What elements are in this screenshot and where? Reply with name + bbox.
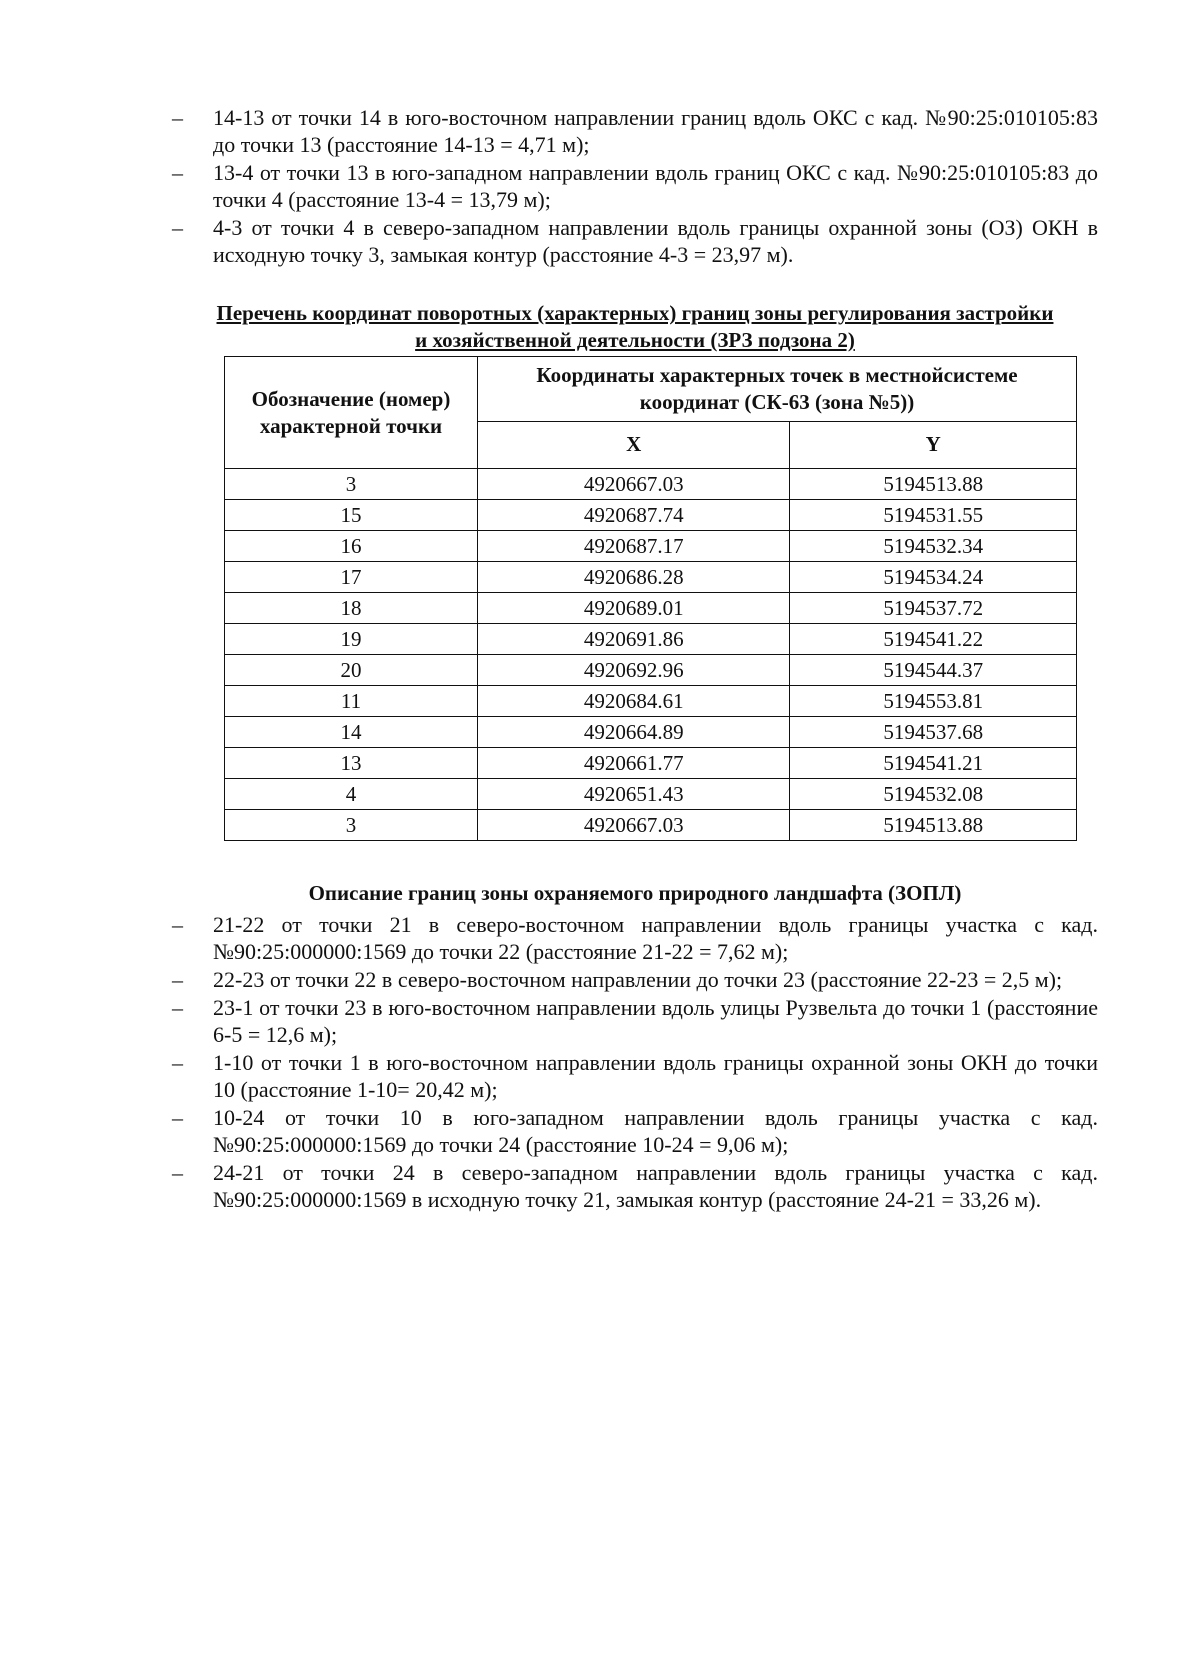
list-item [172, 214, 1098, 268]
list-item-text: 4-3 от точки 4 в северо-западном направлении вдоль границы охранной зоны (ОЗ) ОКН в исходную точку 3, замыкая контур (расстояние 4-3 = 23,97 м). [213, 215, 1098, 267]
x-header: X [478, 421, 790, 468]
boundary-description-list [172, 104, 1098, 268]
dash-marker: – [172, 912, 183, 937]
y-cell: 5194541.21 [790, 748, 1077, 779]
list-item-text: 22-23 от точки 22 в северо-восточном направлении до точки 23 (расстояние 22-23 = 2,5 м); [213, 967, 1063, 992]
table-row [225, 655, 1077, 686]
table-row [225, 500, 1077, 531]
x-cell: 4920667.03 [478, 810, 790, 841]
list-item-text: 10-24 от точки 10 в юго-западном направлении вдоль границы участка с кад. №90:25:000000:1569 до точки 24 (расстояние 10-24 = 9,06 м); [213, 1105, 1098, 1157]
y-cell: 5194513.88 [790, 469, 1077, 500]
point-number-cell: 20 [225, 655, 478, 686]
y-cell: 5194537.68 [790, 717, 1077, 748]
table-title-line: Перечень координат поворотных (характерных) границ зоны регулирования застройки [216, 301, 1054, 325]
list-item-text: 1-10 от точки 1 в юго-восточном направлении вдоль границы охранной зоны ОКН до точки 10 (расстояние 1-10= 20,42 м); [213, 1050, 1098, 1102]
point-number-cell: 17 [225, 562, 478, 593]
y-cell: 5194513.88 [790, 810, 1077, 841]
x-cell: 4920686.28 [478, 562, 790, 593]
y-cell: 5194531.55 [790, 500, 1077, 531]
dash-marker: – [172, 1050, 183, 1075]
list-item [172, 1049, 1098, 1103]
y-cell: 5194532.34 [790, 531, 1077, 562]
list-item [172, 1104, 1098, 1158]
table-row [225, 748, 1077, 779]
x-cell: 4920692.96 [478, 655, 790, 686]
point-number-cell: 18 [225, 593, 478, 624]
coordinates-table [224, 356, 1077, 841]
y-header: Y [790, 421, 1077, 468]
table-row [225, 810, 1077, 841]
dash-marker: – [172, 105, 183, 130]
list-item-text: 24-21 от точки 24 в северо-западном направлении вдоль границы участка с кад. №90:25:000000:1569 в исходную точку 21, замыкая контур (расстояние 24-21 = 33,26 м). [213, 1160, 1098, 1212]
x-cell: 4920691.86 [478, 624, 790, 655]
y-cell: 5194553.81 [790, 686, 1077, 717]
table-row [225, 717, 1077, 748]
x-cell: 4920664.89 [478, 717, 790, 748]
x-cell: 4920687.74 [478, 500, 790, 531]
table-title-line: и хозяйственной деятельности (ЗРЗ подзона 2) [415, 328, 855, 352]
x-cell: 4920684.61 [478, 686, 790, 717]
y-cell: 5194544.37 [790, 655, 1077, 686]
dash-marker: – [172, 967, 183, 992]
list-item [172, 1159, 1098, 1213]
x-cell: 4920689.01 [478, 593, 790, 624]
point-number-cell: 11 [225, 686, 478, 717]
list-item [172, 911, 1098, 965]
dash-marker: – [172, 995, 183, 1020]
list-item [172, 159, 1098, 213]
dash-marker: – [172, 160, 183, 185]
point-number-cell: 14 [225, 717, 478, 748]
point-number-cell: 15 [225, 500, 478, 531]
table-row [225, 624, 1077, 655]
x-cell: 4920687.17 [478, 531, 790, 562]
table-header-row [225, 357, 1077, 422]
table-row [225, 469, 1077, 500]
y-cell: 5194541.22 [790, 624, 1077, 655]
table-row [225, 686, 1077, 717]
coordinates-table-title [172, 300, 1098, 354]
point-number-cell: 4 [225, 779, 478, 810]
point-number-cell: 16 [225, 531, 478, 562]
dash-marker: – [172, 1160, 183, 1185]
table-row [225, 531, 1077, 562]
list-item [172, 104, 1098, 158]
point-number-cell: 3 [225, 810, 478, 841]
zopl-boundary-list [172, 911, 1098, 1213]
zopl-section-title: Описание границ зоны охраняемого природного ландшафта (ЗОПЛ) [308, 881, 962, 905]
table-row [225, 593, 1077, 624]
list-item-text: 13-4 от точки 13 в юго-западном направлении вдоль границ ОКС с кад. №90:25:010105:83 до точки 4 (расстояние 13-4 = 13,79 м); [213, 160, 1098, 212]
dash-marker: – [172, 215, 183, 240]
list-item-text: 23-1 от точки 23 в юго-восточном направлении вдоль улицы Рузвельта до точки 1 (расстояние 6-5 = 12,6 м); [213, 995, 1098, 1047]
point-number-cell: 19 [225, 624, 478, 655]
table-row [225, 562, 1077, 593]
x-cell: 4920651.43 [478, 779, 790, 810]
y-cell: 5194532.08 [790, 779, 1077, 810]
coords-group-header: Координаты характерных точек в местнойсистеме координат (СК-63 (зона №5)) [478, 357, 1077, 422]
list-item-text: 21-22 от точки 21 в северо-восточном направлении вдоль границы участка с кад. №90:25:000000:1569 до точки 22 (расстояние 21-22 = 7,62 м); [213, 912, 1098, 964]
x-cell: 4920667.03 [478, 469, 790, 500]
y-cell: 5194534.24 [790, 562, 1077, 593]
dash-marker: – [172, 1105, 183, 1130]
list-item [172, 966, 1098, 993]
point-number-cell: 13 [225, 748, 478, 779]
point-number-cell: 3 [225, 469, 478, 500]
y-cell: 5194537.72 [790, 593, 1077, 624]
point-number-header: Обозначение (номер) характерной точки [225, 357, 478, 469]
x-cell: 4920661.77 [478, 748, 790, 779]
list-item-text: 14-13 от точки 14 в юго-восточном направлении границ вдоль ОКС с кад. №90:25:010105:83 до точки 13 (расстояние 14-13 = 4,71 м); [213, 105, 1098, 157]
table-row [225, 779, 1077, 810]
list-item [172, 994, 1098, 1048]
